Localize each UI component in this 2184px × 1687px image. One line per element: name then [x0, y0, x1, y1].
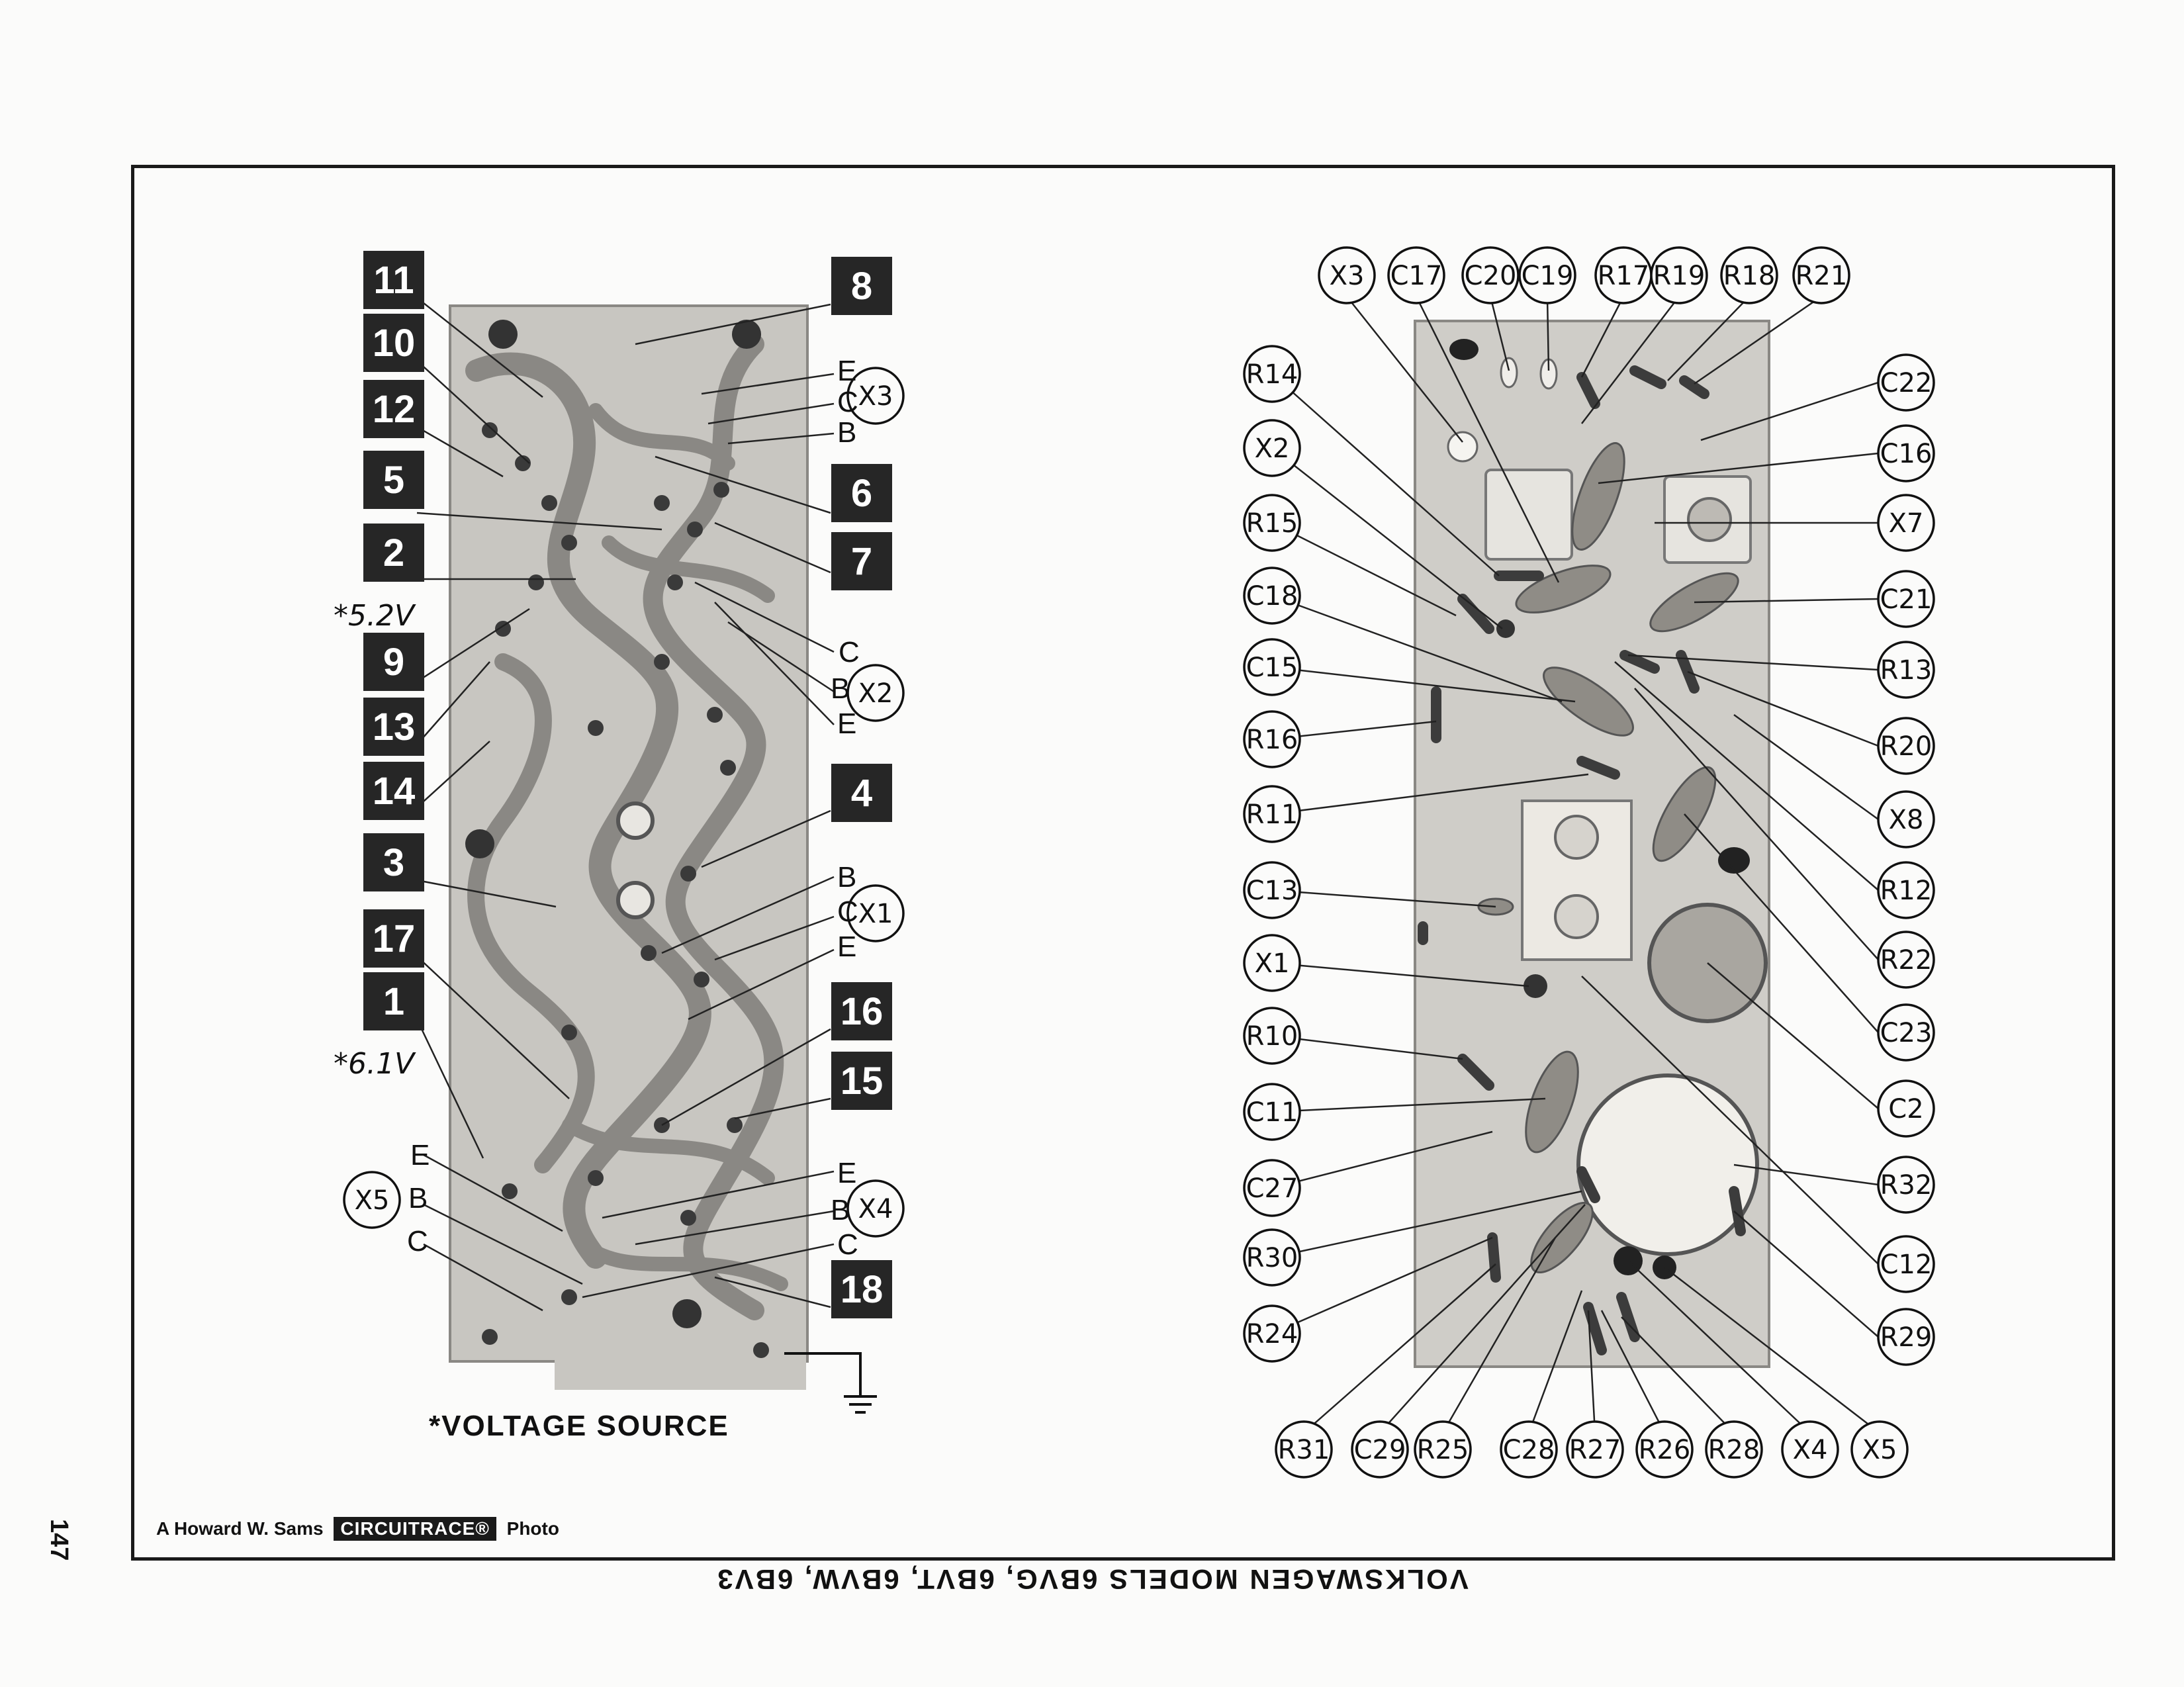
- left-label-c18: [1244, 568, 1300, 623]
- left-label-c13: [1244, 862, 1300, 918]
- right-label-c12: [1878, 1236, 1934, 1292]
- photo-credit: [156, 1517, 559, 1541]
- bottom-label-c28: [1501, 1422, 1557, 1477]
- left-label-c15: [1244, 639, 1300, 695]
- component-label-text: C15: [1246, 653, 1298, 683]
- top-label-r21: [1794, 248, 1849, 303]
- component-label-text: R24: [1246, 1319, 1298, 1349]
- component-label-text: C17: [1390, 261, 1443, 291]
- component-label-text: X1: [1254, 948, 1290, 979]
- component-label-text: R20: [1880, 731, 1933, 762]
- right-label-c21: [1878, 571, 1934, 627]
- component-label-text: R29: [1880, 1322, 1933, 1353]
- pin-box-11: [363, 251, 424, 309]
- component-label-text: C28: [1502, 1435, 1555, 1465]
- component-label-text: X4: [1792, 1435, 1828, 1465]
- terminal-letter-e: E: [410, 1139, 430, 1171]
- component-label-text: X8: [1888, 805, 1924, 835]
- voltage-label-1: *5.2V: [334, 599, 415, 633]
- pin-box-4: [831, 764, 892, 822]
- component-label-text: R31: [1277, 1435, 1330, 1465]
- left-label-x1: [1244, 935, 1300, 991]
- pin-box-1: [363, 972, 424, 1030]
- terminal-letter-c: C: [837, 386, 858, 418]
- component-label-text: X5: [354, 1185, 390, 1216]
- pin-number: 8: [850, 265, 873, 308]
- component-label-text: R17: [1597, 261, 1650, 291]
- top-label-c19: [1520, 248, 1575, 303]
- right-label-x8: [1878, 792, 1934, 847]
- bottom-label-r27: [1567, 1422, 1623, 1477]
- pin-box-3: [363, 833, 424, 891]
- pin-number: 15: [840, 1060, 884, 1103]
- pin-number: 17: [372, 917, 416, 960]
- component-label-text: R16: [1246, 725, 1298, 755]
- right-label-r29: [1878, 1309, 1934, 1365]
- terminal-letter-e: E: [837, 707, 857, 740]
- component-label-text: C20: [1464, 261, 1517, 291]
- right-circuit-board: [1415, 321, 1769, 1367]
- left-label-r10: [1244, 1008, 1300, 1064]
- top-label-c20: [1463, 248, 1518, 303]
- terminal-letter-b: B: [837, 416, 857, 449]
- voltage-source-note: *VOLTAGE SOURCE: [429, 1410, 729, 1442]
- component-label-text: X2: [858, 678, 893, 709]
- bottom-label-r25: [1415, 1422, 1471, 1477]
- component-label-text: C23: [1880, 1018, 1933, 1048]
- terminal-letter-b: B: [831, 1194, 850, 1226]
- right-label-c23: [1878, 1005, 1934, 1060]
- component-label-text: R27: [1569, 1435, 1621, 1465]
- left-label-r15: [1244, 495, 1300, 551]
- top-label-r18: [1721, 248, 1777, 303]
- left-label-r30: [1244, 1230, 1300, 1285]
- pin-box-10: [363, 314, 424, 372]
- terminal-letter-e: E: [837, 931, 857, 963]
- pin-box-17: [363, 909, 424, 968]
- footer-model-title: VOLKSWAGEN MODELS 6BVG, 6BVT, 6BVW, 6BV3: [715, 1564, 1469, 1595]
- component-label-text: C12: [1880, 1250, 1933, 1280]
- component-label-text: X2: [1254, 433, 1290, 464]
- pin-box-18: [831, 1260, 892, 1318]
- right-label-c16: [1878, 426, 1934, 481]
- credit-suffix: Photo: [506, 1518, 559, 1539]
- pin-box-2: [363, 524, 424, 582]
- pin-number: 10: [372, 322, 416, 365]
- pin-number: 14: [372, 770, 416, 813]
- left-label-c27: [1244, 1160, 1300, 1216]
- pin-number: 2: [383, 531, 405, 574]
- terminal-letter-e: E: [837, 1157, 857, 1189]
- pin-number: 9: [383, 641, 405, 684]
- component-label-text: R10: [1246, 1021, 1298, 1052]
- component-label-text: R25: [1416, 1435, 1469, 1465]
- bottom-label-x4: [1782, 1422, 1838, 1477]
- component-label-text: R32: [1880, 1170, 1933, 1201]
- pin-number: 18: [840, 1268, 884, 1311]
- component-label-text: C21: [1880, 584, 1933, 615]
- component-label-text: R30: [1246, 1243, 1298, 1273]
- component-label-text: X5: [1862, 1435, 1897, 1465]
- pin-box-12: [363, 380, 424, 438]
- left-circuit-board: [450, 306, 877, 1412]
- component-label-text: R21: [1795, 261, 1848, 291]
- component-label-text: R28: [1707, 1435, 1760, 1465]
- bottom-label-r28: [1706, 1422, 1762, 1477]
- right-label-r13: [1878, 642, 1934, 698]
- pin-number: 5: [383, 459, 405, 502]
- left-label-r16: [1244, 711, 1300, 767]
- component-label-text: C27: [1246, 1173, 1298, 1204]
- bottom-label-r31: [1276, 1422, 1332, 1477]
- pin-box-8: [831, 257, 892, 315]
- top-label-r17: [1596, 248, 1651, 303]
- pin-number: 16: [840, 990, 884, 1033]
- component-label-text: C18: [1246, 581, 1298, 612]
- pin-box-14: [363, 762, 424, 820]
- pin-number: 6: [850, 472, 873, 515]
- pin-number: 12: [372, 388, 416, 431]
- page-number: 147: [45, 1519, 73, 1561]
- credit-prefix: A Howard W. Sams: [156, 1518, 324, 1539]
- pin-number: 11: [373, 259, 414, 302]
- terminal-letter-e: E: [837, 355, 857, 387]
- right-label-r32: [1878, 1157, 1934, 1212]
- bottom-label-x5: [1852, 1422, 1907, 1477]
- component-label-text: C16: [1880, 439, 1933, 469]
- pin-box-9: [363, 633, 424, 691]
- pin-box-15: [831, 1052, 892, 1110]
- terminal-letter-c: C: [837, 1228, 858, 1261]
- top-label-c17: [1388, 248, 1444, 303]
- terminal-letter-c: C: [407, 1225, 428, 1257]
- pin-box-5: [363, 451, 424, 509]
- right-label-r20: [1878, 718, 1934, 774]
- pin-box-16: [831, 982, 892, 1040]
- component-label-text: C13: [1246, 876, 1298, 906]
- terminal-letter-b: B: [831, 672, 850, 705]
- voltage-label-2: *6.1V: [334, 1047, 415, 1081]
- component-label-text: X7: [1888, 508, 1924, 539]
- component-label-text: R12: [1880, 876, 1933, 906]
- component-label-text: X3: [858, 381, 893, 412]
- left-label-c11: [1244, 1084, 1300, 1140]
- component-label-text: X3: [1329, 261, 1365, 291]
- bottom-label-c29: [1352, 1422, 1408, 1477]
- terminal-letter-b: B: [408, 1182, 428, 1214]
- component-label-text: R14: [1246, 359, 1298, 390]
- left-label-r14: [1244, 346, 1300, 402]
- component-label-text: R15: [1246, 508, 1298, 539]
- pin-box-13: [363, 698, 424, 756]
- component-label-text: C22: [1880, 368, 1933, 398]
- right-label-r12: [1878, 862, 1934, 918]
- pin-number: 13: [372, 706, 416, 749]
- pin-number: 1: [383, 980, 405, 1023]
- component-label-text: C19: [1521, 261, 1574, 291]
- component-label-text: R19: [1653, 261, 1706, 291]
- component-label-text: C2: [1888, 1094, 1924, 1124]
- top-label-x3: [1319, 248, 1375, 303]
- pin-number: 3: [383, 841, 405, 884]
- component-label-text: R26: [1638, 1435, 1691, 1465]
- component-label-text: C29: [1353, 1435, 1406, 1465]
- bottom-label-r26: [1637, 1422, 1692, 1477]
- component-label-text: R11: [1246, 799, 1298, 830]
- right-label-r22: [1878, 932, 1934, 987]
- pin-number: 4: [850, 772, 873, 815]
- left-label-r11: [1244, 786, 1300, 842]
- right-label-c22: [1878, 355, 1934, 410]
- pin-number: 7: [850, 540, 873, 583]
- component-label-text: R13: [1880, 655, 1933, 686]
- pin-box-6: [831, 464, 892, 522]
- terminal-letter-c: C: [839, 636, 860, 668]
- terminal-letter-b: B: [837, 861, 857, 893]
- terminal-letter-c: C: [837, 895, 858, 928]
- circuitrace-logo: CIRCUITRACE®: [334, 1517, 496, 1541]
- component-label-text: R18: [1723, 261, 1776, 291]
- component-label-text: R22: [1880, 945, 1933, 976]
- right-label-x7: [1878, 495, 1934, 551]
- component-label-text: X1: [858, 899, 893, 929]
- component-label-text: X4: [858, 1194, 893, 1224]
- pin-box-7: [831, 532, 892, 590]
- left-transistor-x5: [344, 1172, 400, 1228]
- left-label-r24: [1244, 1306, 1300, 1361]
- top-label-r19: [1651, 248, 1707, 303]
- right-label-c2: [1878, 1081, 1934, 1136]
- left-label-x2: [1244, 420, 1300, 476]
- component-label-text: C11: [1246, 1097, 1298, 1128]
